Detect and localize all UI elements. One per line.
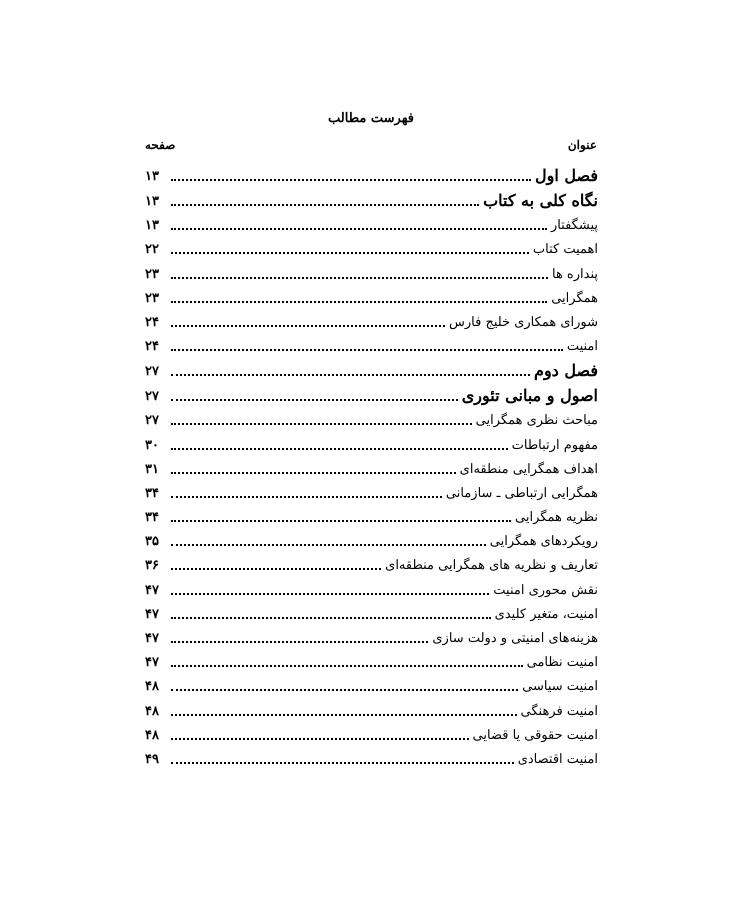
toc-entry-label: پنداره ها [551, 266, 598, 282]
toc-chapter-row [145, 355, 598, 380]
toc-page-number: ۴۹ [145, 751, 159, 767]
dot-leader [171, 374, 530, 376]
toc-entry-row [145, 502, 598, 526]
dot-leader [171, 179, 531, 181]
toc-entry-label: امنیت [566, 339, 598, 355]
dot-leader [171, 665, 523, 667]
toc-page-number: ۳۵ [145, 534, 159, 550]
toc-chapter-row [145, 185, 598, 210]
toc-entry-label: مفهوم ارتباطات [511, 437, 598, 453]
dot-leader [171, 277, 548, 279]
toc-entry-label: امنیت حقوقی یا قضایی [472, 727, 598, 743]
toc-entry-row [145, 599, 598, 623]
toc-entry-row [145, 331, 598, 355]
toc-entry-label: همگرایی [551, 290, 598, 306]
toc-entry-row [145, 258, 598, 282]
toc-entry-label: نگاه کلی به کتاب [483, 191, 598, 210]
toc-page-number: ۳۴ [145, 510, 159, 526]
dot-leader [171, 520, 511, 522]
toc-entry-label: نقش محوری امنیت [493, 582, 598, 598]
toc-entry-label: تعاریف و نظریه های همگرایی منطقه‌ای [385, 558, 598, 574]
dot-leader [171, 399, 458, 401]
toc-entry-label: مباحث نظری همگرایی [475, 413, 598, 429]
column-header-page: صفحه [145, 138, 176, 152]
column-header-title: عنوان [567, 138, 597, 152]
toc-entry-label: اهداف همگرایی منطقه‌ای [459, 461, 598, 477]
toc-page-number: ۳۰ [145, 437, 159, 453]
toc-entry-row [145, 405, 598, 429]
toc-page-number: ۲۲ [145, 242, 159, 258]
dot-leader [171, 252, 529, 254]
toc-page-number: ۲۴ [145, 339, 159, 355]
dot-leader [171, 349, 563, 351]
toc-entry-label: فصل اول [534, 166, 598, 185]
table-of-contents [145, 160, 598, 768]
toc-entry-row [145, 647, 598, 671]
dot-leader [171, 617, 491, 619]
toc-page-number: ۳۴ [145, 485, 159, 501]
toc-entry-label: نظریه همگرایی [515, 510, 598, 526]
dot-leader [171, 204, 479, 206]
toc-page-number: ۴۸ [145, 679, 159, 695]
dot-leader [171, 544, 486, 546]
toc-page-number: ۱۳ [145, 218, 159, 234]
toc-entry-row [145, 671, 598, 695]
toc-page-number: ۲۳ [145, 290, 159, 306]
toc-entry-label: شورای همکاری خلیج فارس [448, 314, 598, 330]
dot-leader [171, 423, 472, 425]
dot-leader [171, 762, 514, 764]
dot-leader [171, 689, 518, 691]
toc-entry-row [145, 234, 598, 258]
dot-leader [171, 738, 469, 740]
toc-chapter-row [145, 380, 598, 405]
dot-leader [171, 472, 456, 474]
toc-chapter-row [145, 160, 598, 185]
toc-entry-label: امنیت نظامی [526, 655, 598, 671]
toc-entry-label: اهمیت کتاب [532, 242, 598, 258]
dot-leader [171, 448, 508, 450]
dot-leader [171, 301, 547, 303]
toc-entry-row [145, 574, 598, 598]
toc-entry-label: اصول و مبانی تئوری [461, 386, 598, 406]
page-title: فهرست مطالب [328, 111, 414, 126]
toc-entry-label: امنیت اقتصادی [517, 751, 598, 767]
toc-entry-row [145, 429, 598, 453]
toc-page-number: ۳۱ [145, 461, 159, 477]
toc-entry-label: رویکردهای همگرایی [489, 534, 598, 550]
toc-page-number: ۱۳ [145, 169, 159, 184]
toc-entry-label: امنیت، متغیر کلیدی [494, 606, 598, 622]
toc-entry-row [145, 744, 598, 768]
toc-entry-row [145, 478, 598, 502]
toc-entry-row [145, 695, 598, 719]
toc-page-number: ۴۸ [145, 703, 159, 719]
toc-page-number: ۲۷ [145, 364, 159, 380]
toc-page-number: ۳۶ [145, 558, 159, 574]
toc-entry-label: امنیت سیاسی [522, 679, 598, 695]
toc-entry-label: امنیت فرهنگی [520, 703, 598, 719]
toc-entry-row [145, 550, 598, 574]
toc-page-number: ۴۷ [145, 606, 159, 622]
toc-entry-row [145, 454, 598, 478]
toc-page-number: ۴۷ [145, 582, 159, 598]
toc-page-number: ۴۷ [145, 631, 159, 646]
toc-page-number: ۲۷ [145, 389, 159, 405]
toc-entry-row [145, 210, 598, 234]
toc-entry-label: فصل دوم [534, 361, 598, 381]
toc-entry-label: پیشگفتار [550, 218, 598, 234]
dot-leader [171, 714, 517, 716]
toc-page-number: ۴۷ [145, 655, 159, 671]
toc-entry-row [145, 623, 598, 647]
dot-leader [171, 228, 547, 230]
toc-page-number: ۱۳ [145, 194, 159, 209]
dot-leader [171, 496, 442, 498]
toc-entry-row [145, 720, 598, 744]
toc-page-number: ۲۷ [145, 413, 159, 429]
toc-entry-row [145, 307, 598, 331]
toc-page-number: ۲۳ [145, 266, 159, 282]
toc-entry-label: هزینه‌های امنیتی و دولت سازی [432, 631, 598, 646]
toc-entry-row [145, 283, 598, 307]
toc-page-number: ۴۸ [145, 727, 159, 743]
dot-leader [171, 325, 445, 327]
dot-leader [171, 641, 428, 643]
toc-page-number: ۲۴ [145, 314, 159, 330]
toc-entry-label: همگرایی ارتباطی ـ سازمانی [445, 485, 598, 501]
dot-leader [171, 568, 381, 570]
toc-entry-row [145, 526, 598, 550]
dot-leader [171, 593, 489, 595]
